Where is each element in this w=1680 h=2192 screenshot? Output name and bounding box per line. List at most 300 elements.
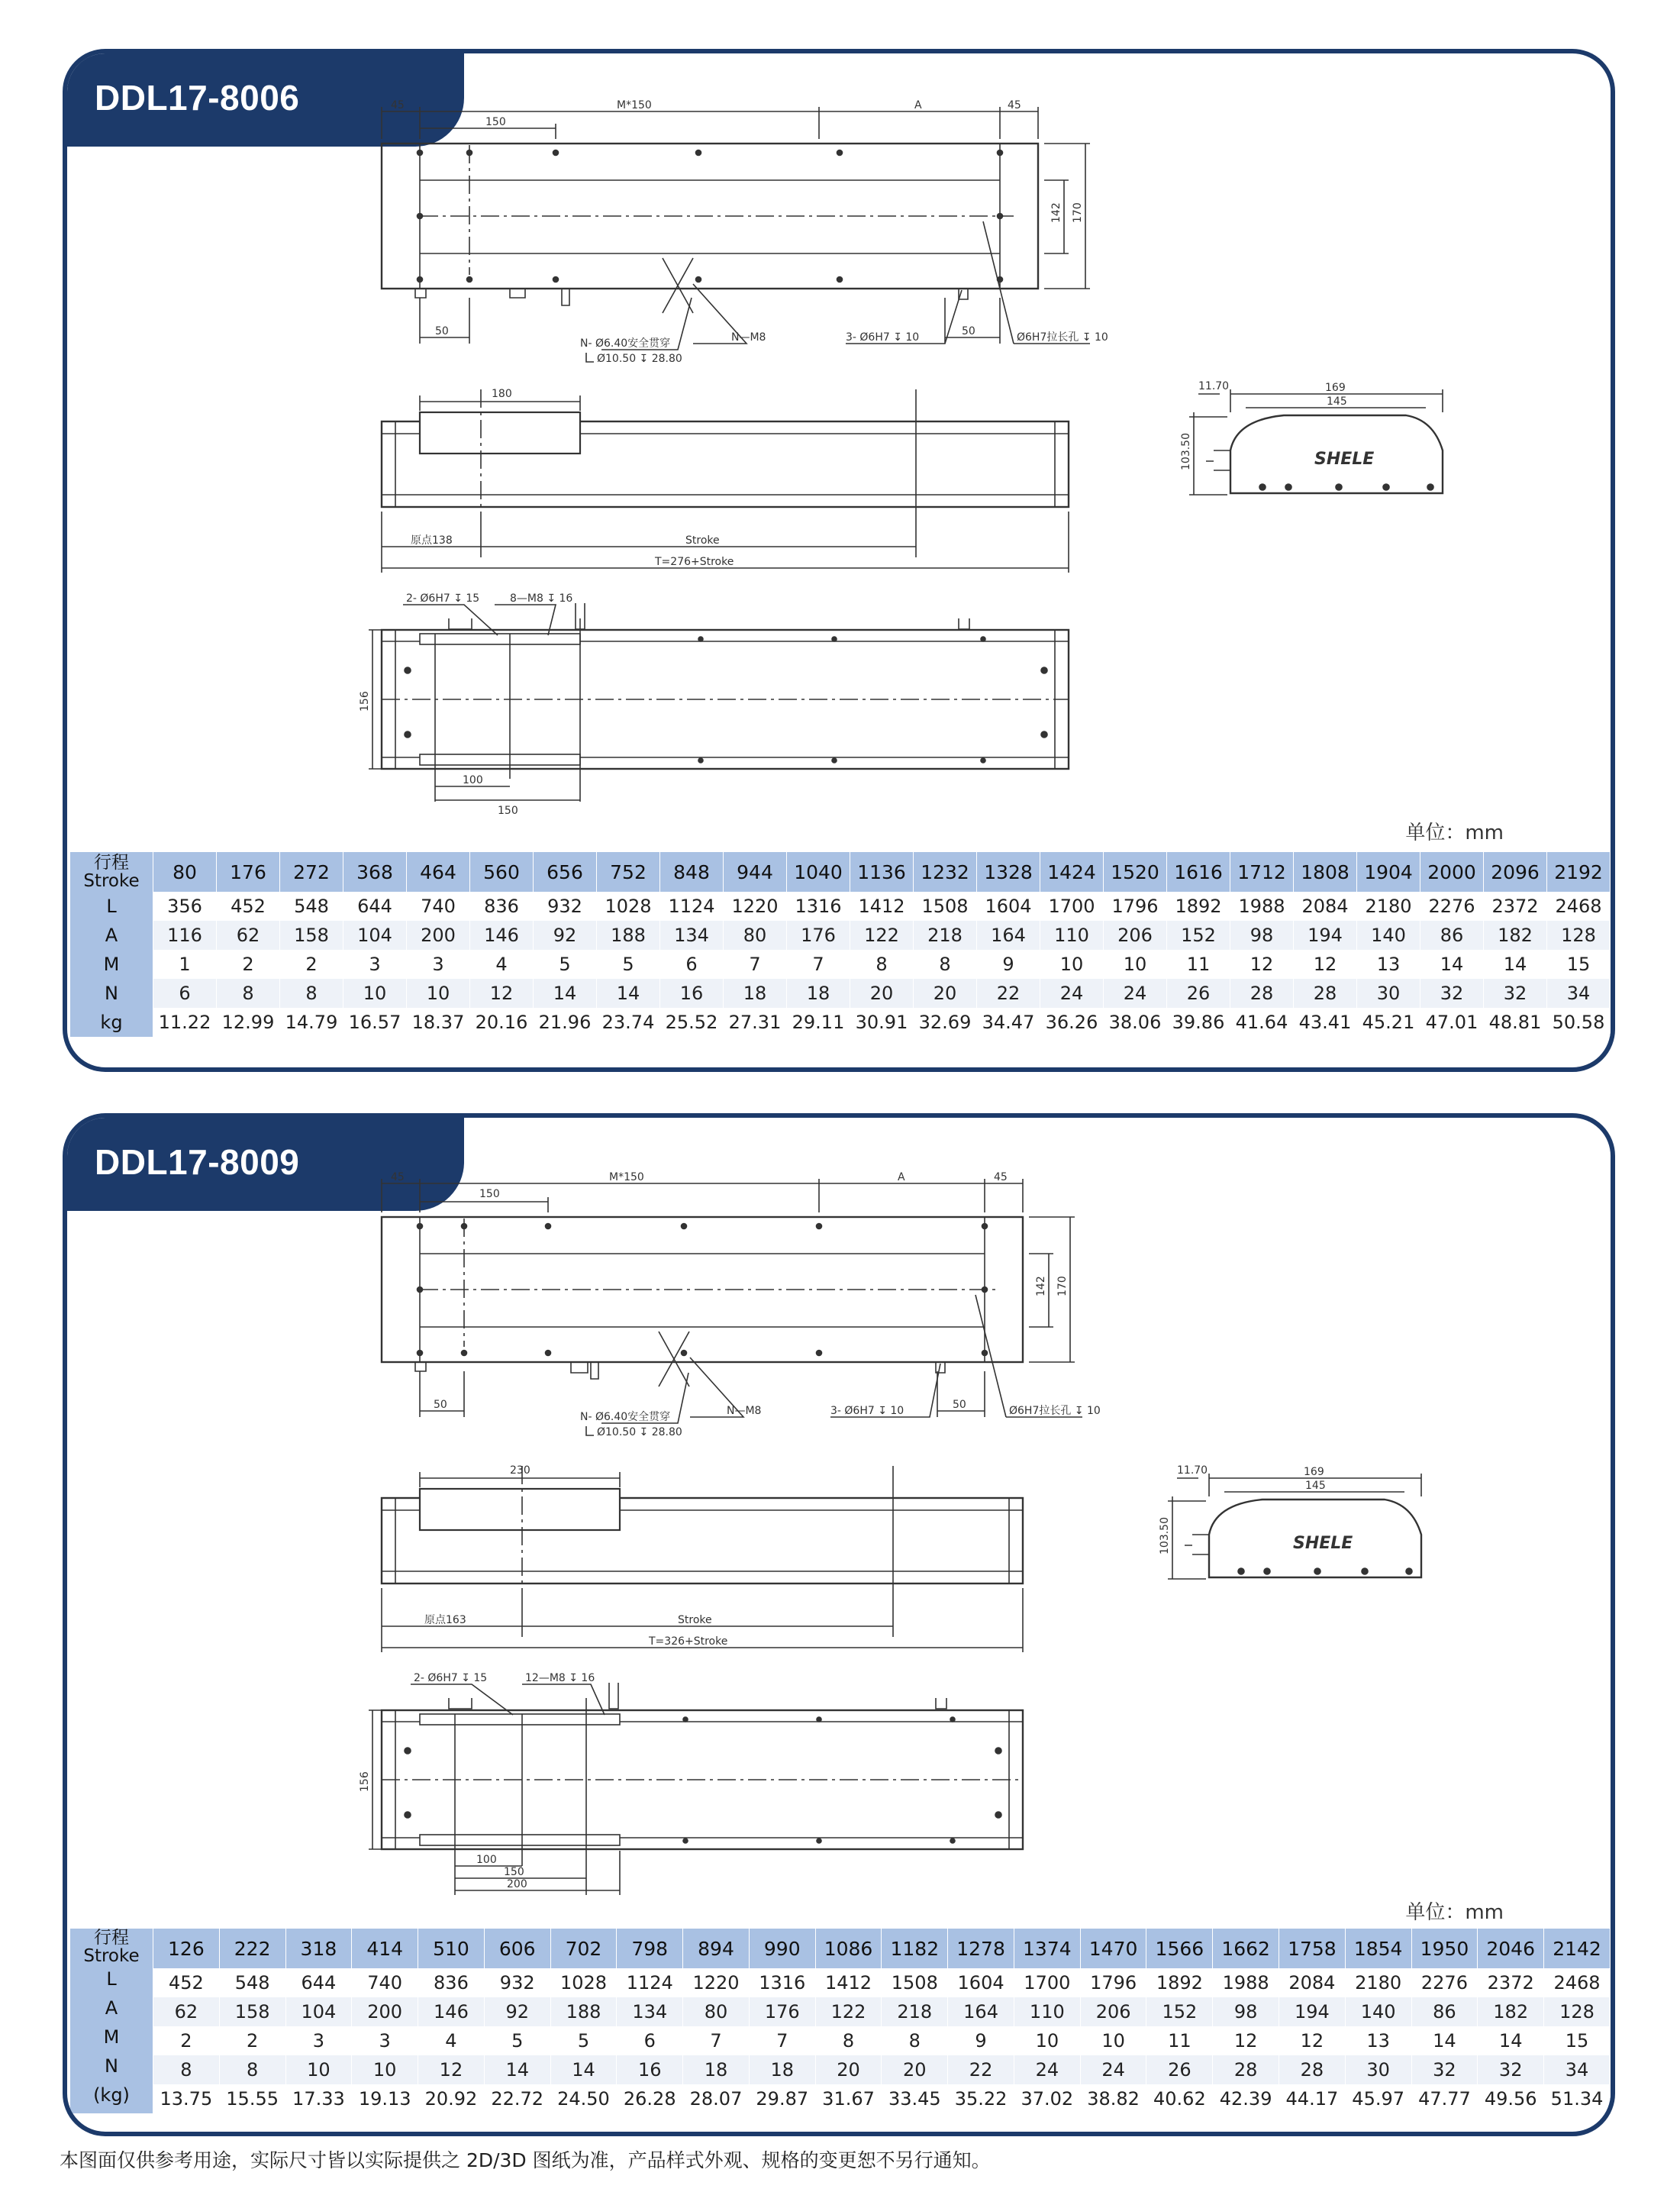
table-cell: 34.47 <box>977 1008 1040 1037</box>
stroke-value: 1040 <box>787 852 850 892</box>
table-cell: 548 <box>280 892 343 921</box>
table-cell: 932 <box>484 1968 550 1997</box>
pin-2-label: 2- Ø6H7 ↧ 15 <box>414 1672 488 1684</box>
carriage-width: 230 <box>510 1464 530 1477</box>
table-cell: 3 <box>352 2026 418 2055</box>
bottom-view <box>369 1683 1023 1895</box>
table-cell: 110 <box>1014 1997 1080 2026</box>
dim-150-bottom: 150 <box>498 805 518 817</box>
table-cell: 12 <box>418 2055 485 2084</box>
stroke-value: 1086 <box>815 1929 882 1968</box>
table-cell: 11 <box>1167 950 1230 979</box>
table-cell: 35.22 <box>948 2084 1014 2113</box>
stroke-value: 848 <box>660 852 724 892</box>
table-cell: 12 <box>1279 2026 1346 2055</box>
table-cell: 4 <box>470 950 534 979</box>
table-cell: 740 <box>407 892 470 921</box>
table-cell: 12 <box>470 979 534 1008</box>
stroke-value: 510 <box>418 1929 485 1968</box>
table-cell: 45.97 <box>1345 2084 1411 2113</box>
table-cell: 452 <box>153 1968 220 1997</box>
side-view <box>382 389 1069 573</box>
section-width-169: 169 <box>1325 382 1346 394</box>
stroke-value: 990 <box>749 1929 815 1968</box>
table-cell: 7 <box>749 2026 815 2055</box>
table-cell: 8 <box>914 950 977 979</box>
origin-label: 原点138 <box>411 534 453 547</box>
table-cell: 14.79 <box>280 1008 343 1037</box>
table-cell: 32 <box>1411 2055 1478 2084</box>
table-cell: 50.58 <box>1547 1008 1611 1037</box>
stroke-value: 464 <box>407 852 470 892</box>
stroke-label-en: Stroke <box>83 1946 140 1966</box>
table-cell: 8 <box>882 2026 948 2055</box>
table-cell: 18 <box>683 2055 750 2084</box>
table-cell: 1700 <box>1040 892 1104 921</box>
table-cell: 206 <box>1104 921 1167 950</box>
dim-45-right: 45 <box>994 1171 1008 1183</box>
table-cell: 176 <box>787 921 850 950</box>
table-cell: 20 <box>882 2055 948 2084</box>
m8-top-label: 12—M8 ↧ 16 <box>525 1672 595 1684</box>
table-cell: 140 <box>1345 1997 1411 2026</box>
table-cell: 15 <box>1547 950 1611 979</box>
dimension-drawing <box>67 1118 1615 1897</box>
table-cell: 47.77 <box>1411 2084 1478 2113</box>
table-cell: 80 <box>683 1997 750 2026</box>
row-label: N <box>70 979 153 1008</box>
row-label: L <box>70 892 153 921</box>
table-cell: 24 <box>1040 979 1104 1008</box>
table-cell: 42.39 <box>1213 2084 1279 2113</box>
dim-150-bottom: 150 <box>504 1866 524 1878</box>
table-cell: 12 <box>1213 2026 1279 2055</box>
table-cell: 7 <box>683 2026 750 2055</box>
table-cell: 12.99 <box>217 1008 280 1037</box>
dim-a: A <box>914 99 922 111</box>
row-label: N <box>70 2055 153 2084</box>
n-m8-label: N—M8 <box>731 331 766 344</box>
table-cell: 11.22 <box>153 1008 217 1037</box>
table-cell: 5 <box>550 2026 617 2055</box>
total-length-label: T=326+Stroke <box>649 1635 728 1648</box>
table-cell: 1508 <box>882 1968 948 1997</box>
table-cell: 10 <box>407 979 470 1008</box>
table-cell: 34 <box>1544 2055 1611 2084</box>
table-row <box>70 2026 1611 2055</box>
n-m8-label: N—M8 <box>727 1405 762 1417</box>
stroke-value: 1758 <box>1279 1929 1346 1968</box>
table-cell: 2084 <box>1279 1968 1346 1997</box>
stroke-value: 1424 <box>1040 852 1104 892</box>
table-cell: 3 <box>285 2026 352 2055</box>
table-cell: 140 <box>1357 921 1420 950</box>
dim-100: 100 <box>463 774 483 786</box>
table-cell: 194 <box>1279 1997 1346 2026</box>
table-cell: 2 <box>217 950 280 979</box>
pin-3-label: 3- Ø6H7 ↧ 10 <box>830 1405 904 1417</box>
table-cell: 14 <box>1420 950 1484 979</box>
section-height: 103.50 <box>1180 433 1192 470</box>
total-length-label: T=276+Stroke <box>655 556 734 568</box>
row-label: A <box>70 921 153 950</box>
table-cell: 1 <box>153 950 217 979</box>
stroke-value: 1232 <box>914 852 977 892</box>
table-cell: 21.96 <box>534 1008 597 1037</box>
table-cell: 24 <box>1080 2055 1146 2084</box>
table-row <box>70 979 1611 1008</box>
table-cell: 14 <box>1484 950 1547 979</box>
table-cell: 15.55 <box>219 2084 285 2113</box>
table-cell: 4 <box>418 2026 485 2055</box>
stroke-value: 2046 <box>1478 1929 1544 1968</box>
table-cell: 218 <box>914 921 977 950</box>
table-cell: 146 <box>470 921 534 950</box>
table-cell: 194 <box>1294 921 1357 950</box>
table-cell: 128 <box>1547 921 1611 950</box>
dim-200: 200 <box>507 1878 527 1890</box>
table-cell: 8 <box>219 2055 285 2084</box>
table-cell: 1604 <box>948 1968 1014 1997</box>
table-cell: 1028 <box>597 892 660 921</box>
table-cell: 5 <box>534 950 597 979</box>
table-cell: 22 <box>948 2055 1014 2084</box>
stroke-value: 798 <box>617 1929 683 1968</box>
stroke-value: 1904 <box>1357 852 1420 892</box>
table-cell: 28 <box>1230 979 1294 1008</box>
stroke-value: 894 <box>683 1929 750 1968</box>
table-cell: 1316 <box>749 1968 815 1997</box>
stroke-value: 1328 <box>977 852 1040 892</box>
table-cell: 80 <box>724 921 787 950</box>
table-cell: 2 <box>153 2026 220 2055</box>
row-label: kg <box>70 1008 153 1037</box>
table-cell: 6 <box>153 979 217 1008</box>
table-cell: 98 <box>1213 1997 1279 2026</box>
table-cell: 1604 <box>977 892 1040 921</box>
table-cell: 43.41 <box>1294 1008 1357 1037</box>
section-width-145: 145 <box>1305 1480 1326 1492</box>
table-cell: 10 <box>1080 2026 1146 2055</box>
table-cell: 26 <box>1167 979 1230 1008</box>
table-cell: 176 <box>749 1997 815 2026</box>
table-cell: 1316 <box>787 892 850 921</box>
table-cell: 22.72 <box>484 2084 550 2113</box>
stroke-value: 272 <box>280 852 343 892</box>
table-cell: 26.28 <box>617 2084 683 2113</box>
table-cell: 5 <box>597 950 660 979</box>
table-row <box>70 1997 1611 2026</box>
table-row <box>70 1968 1611 1997</box>
table-cell: 200 <box>407 921 470 950</box>
table-cell: 1508 <box>914 892 977 921</box>
table-cell: 28 <box>1213 2055 1279 2084</box>
stroke-value: 944 <box>724 852 787 892</box>
top-view <box>382 1179 1082 1435</box>
stroke-value: 1808 <box>1294 852 1357 892</box>
table-cell: 14 <box>597 979 660 1008</box>
table-cell: 30.91 <box>850 1008 914 1037</box>
row-label: L <box>70 1968 153 1997</box>
table-cell: 12 <box>1294 950 1357 979</box>
stroke-value: 606 <box>484 1929 550 1968</box>
table-cell: 5 <box>484 2026 550 2055</box>
table-cell: 116 <box>153 921 217 950</box>
table-cell: 6 <box>660 950 724 979</box>
table-cell: 110 <box>1040 921 1104 950</box>
carriage-width: 180 <box>492 388 512 400</box>
table-cell: 14 <box>550 2055 617 2084</box>
section-height: 103.50 <box>1159 1517 1171 1554</box>
dim-50-left: 50 <box>435 325 449 337</box>
table-cell: 188 <box>597 921 660 950</box>
dim-m150: M*150 <box>617 99 652 111</box>
table-cell: 206 <box>1080 1997 1146 2026</box>
stroke-value: 368 <box>343 852 407 892</box>
table-cell: 644 <box>285 1968 352 1997</box>
hole-n-label: N- Ø6.40安全贯穿 <box>580 337 671 350</box>
table-cell: 20 <box>815 2055 882 2084</box>
table-cell: 37.02 <box>1014 2084 1080 2113</box>
table-cell: 644 <box>343 892 407 921</box>
stroke-label: Stroke <box>685 534 720 547</box>
table-row <box>70 1008 1611 1037</box>
table-cell: 7 <box>724 950 787 979</box>
stroke-value: 2142 <box>1544 1929 1611 1968</box>
table-cell: 452 <box>217 892 280 921</box>
dim-45-left: 45 <box>391 1171 405 1183</box>
stroke-value: 1566 <box>1146 1929 1213 1968</box>
table-cell: 152 <box>1146 1997 1213 2026</box>
table-cell: 10 <box>343 979 407 1008</box>
table-cell: 62 <box>217 921 280 950</box>
table-cell: 10 <box>285 2055 352 2084</box>
dim-156: 156 <box>359 1771 371 1792</box>
pin-long-label: Ø6H7拉长孔 ↧ 10 <box>1009 1405 1101 1417</box>
table-cell: 2276 <box>1420 892 1484 921</box>
spec-table <box>70 1929 1611 2113</box>
table-cell: 38.06 <box>1104 1008 1167 1037</box>
table-cell: 18 <box>749 2055 815 2084</box>
table-cell: 2276 <box>1411 1968 1478 1997</box>
table-cell: 24.50 <box>550 2084 617 2113</box>
table-cell: 33.45 <box>882 2084 948 2113</box>
section-view <box>1168 1474 1421 1579</box>
table-cell: 1412 <box>850 892 914 921</box>
table-row <box>70 950 1611 979</box>
table-cell: 24 <box>1104 979 1167 1008</box>
table-cell: 8 <box>153 2055 220 2084</box>
table-cell: 28.07 <box>683 2084 750 2113</box>
table-cell: 30 <box>1357 979 1420 1008</box>
table-cell: 10 <box>1104 950 1167 979</box>
section-width-169: 169 <box>1304 1466 1324 1478</box>
table-cell: 32 <box>1484 979 1547 1008</box>
table-cell: 18.37 <box>407 1008 470 1037</box>
stroke-label-en: Stroke <box>83 871 140 891</box>
table-cell: 48.81 <box>1484 1008 1547 1037</box>
row-label: (kg) <box>70 2084 153 2113</box>
row-label: A <box>70 1997 153 2026</box>
table-cell: 38.82 <box>1080 2084 1146 2113</box>
table-cell: 1028 <box>550 1968 617 1997</box>
stroke-value: 1520 <box>1104 852 1167 892</box>
table-cell: 92 <box>484 1997 550 2026</box>
table-cell: 45.21 <box>1357 1008 1420 1037</box>
table-cell: 1220 <box>683 1968 750 1997</box>
pin-long-label: Ø6H7拉长孔 ↧ 10 <box>1017 331 1108 344</box>
table-cell: 1124 <box>617 1968 683 1997</box>
stroke-value: 414 <box>352 1929 418 1968</box>
table-cell: 9 <box>948 2026 1014 2055</box>
table-cell: 25.52 <box>660 1008 724 1037</box>
unit-label: 单位：mm <box>1405 1901 1504 1924</box>
table-cell: 1796 <box>1104 892 1167 921</box>
table-cell: 932 <box>534 892 597 921</box>
table-cell: 1700 <box>1014 1968 1080 1997</box>
table-cell: 2180 <box>1345 1968 1411 1997</box>
table-cell: 1124 <box>660 892 724 921</box>
table-cell: 17.33 <box>285 2084 352 2113</box>
table-cell: 13 <box>1345 2026 1411 2055</box>
table-cell: 7 <box>787 950 850 979</box>
table-cell: 13.75 <box>153 2084 220 2113</box>
stroke-value: 752 <box>597 852 660 892</box>
stroke-value: 1662 <box>1213 1929 1279 1968</box>
table-cell: 2468 <box>1544 1968 1611 1997</box>
table-cell: 16 <box>660 979 724 1008</box>
table-cell: 1988 <box>1213 1968 1279 1997</box>
dimension-drawing <box>67 53 1615 817</box>
table-cell: 20 <box>914 979 977 1008</box>
table-cell: 1220 <box>724 892 787 921</box>
dim-142: 142 <box>1050 202 1062 223</box>
stroke-value: 1136 <box>850 852 914 892</box>
table-cell: 44.17 <box>1279 2084 1346 2113</box>
table-cell: 27.31 <box>724 1008 787 1037</box>
table-cell: 158 <box>280 921 343 950</box>
table-cell: 8 <box>217 979 280 1008</box>
table-cell: 29.87 <box>749 2084 815 2113</box>
table-cell: 2180 <box>1357 892 1420 921</box>
stroke-header-label <box>70 852 153 892</box>
table-cell: 3 <box>343 950 407 979</box>
unit-label: 单位：mm <box>1405 822 1504 844</box>
table-cell: 182 <box>1478 1997 1544 2026</box>
table-cell: 28 <box>1294 979 1357 1008</box>
top-view <box>382 107 1090 362</box>
table-cell: 356 <box>153 892 217 921</box>
dim-150: 150 <box>479 1188 500 1200</box>
table-cell: 23.74 <box>597 1008 660 1037</box>
dim-m150: M*150 <box>609 1171 644 1183</box>
table-cell: 62 <box>153 1997 220 2026</box>
stroke-value: 702 <box>550 1929 617 1968</box>
table-cell: 22 <box>977 979 1040 1008</box>
table-cell: 40.62 <box>1146 2084 1213 2113</box>
table-cell: 19.13 <box>352 2084 418 2113</box>
table-cell: 1892 <box>1146 1968 1213 1997</box>
row-label: M <box>70 950 153 979</box>
table-cell: 26 <box>1146 2055 1213 2084</box>
stroke-value: 2192 <box>1547 852 1611 892</box>
stroke-value: 318 <box>285 1929 352 1968</box>
row-label: M <box>70 2026 153 2055</box>
table-cell: 12 <box>1230 950 1294 979</box>
dim-45-right: 45 <box>1008 99 1021 111</box>
table-cell: 164 <box>977 921 1040 950</box>
table-cell: 41.64 <box>1230 1008 1294 1037</box>
dim-50-right: 50 <box>962 325 975 337</box>
hole-n-depth-label: Ø10.50 ↧ 28.80 <box>597 353 682 365</box>
table-row <box>70 2084 1611 2113</box>
table-row <box>70 2055 1611 2084</box>
table-cell: 218 <box>882 1997 948 2026</box>
table-cell: 16 <box>617 2055 683 2084</box>
table-cell: 1892 <box>1167 892 1230 921</box>
dim-156: 156 <box>359 691 371 712</box>
stroke-value: 126 <box>153 1929 220 1968</box>
stroke-label: Stroke <box>678 1614 712 1626</box>
table-cell: 39.86 <box>1167 1008 1230 1037</box>
stroke-value: 1182 <box>882 1929 948 1968</box>
stroke-value: 80 <box>153 852 217 892</box>
brand-logo: SHELE <box>1314 450 1375 469</box>
table-cell: 128 <box>1544 1997 1611 2026</box>
stroke-label-cn: 行程 <box>94 853 129 873</box>
table-cell: 18 <box>724 979 787 1008</box>
table-cell: 86 <box>1411 1997 1478 2026</box>
table-cell: 104 <box>285 1997 352 2026</box>
stroke-value: 1374 <box>1014 1929 1080 1968</box>
table-cell: 32 <box>1478 2055 1544 2084</box>
table-cell: 2 <box>280 950 343 979</box>
brand-logo: SHELE <box>1293 1534 1353 1553</box>
dim-50-left: 50 <box>434 1399 447 1411</box>
dim-a: A <box>898 1171 905 1183</box>
table-cell: 8 <box>280 979 343 1008</box>
m8-top-label: 8—M8 ↧ 16 <box>510 592 573 605</box>
table-cell: 122 <box>850 921 914 950</box>
table-cell: 740 <box>352 1968 418 1997</box>
section-view <box>1189 389 1443 495</box>
dim-170: 170 <box>1072 202 1084 223</box>
stroke-value: 1470 <box>1080 1929 1146 1968</box>
table-cell: 134 <box>660 921 724 950</box>
table-cell: 14 <box>1478 2026 1544 2055</box>
stroke-header-row <box>70 852 1611 892</box>
table-cell: 2468 <box>1547 892 1611 921</box>
hole-n-label: N- Ø6.40安全贯穿 <box>580 1411 671 1423</box>
stroke-value: 1712 <box>1230 852 1294 892</box>
table-cell: 15 <box>1544 2026 1611 2055</box>
table-cell: 92 <box>534 921 597 950</box>
table-row <box>70 892 1611 921</box>
table-cell: 32.69 <box>914 1008 977 1037</box>
table-cell: 158 <box>219 1997 285 2026</box>
stroke-value: 176 <box>217 852 280 892</box>
table-cell: 16.57 <box>343 1008 407 1037</box>
table-cell: 10 <box>1014 2026 1080 2055</box>
table-cell: 13 <box>1357 950 1420 979</box>
table-cell: 548 <box>219 1968 285 1997</box>
table-cell: 9 <box>977 950 1040 979</box>
table-cell: 31.67 <box>815 2084 882 2113</box>
table-cell: 2372 <box>1478 1968 1544 1997</box>
table-cell: 1412 <box>815 1968 882 1997</box>
table-cell: 51.34 <box>1544 2084 1611 2113</box>
table-cell: 2084 <box>1294 892 1357 921</box>
